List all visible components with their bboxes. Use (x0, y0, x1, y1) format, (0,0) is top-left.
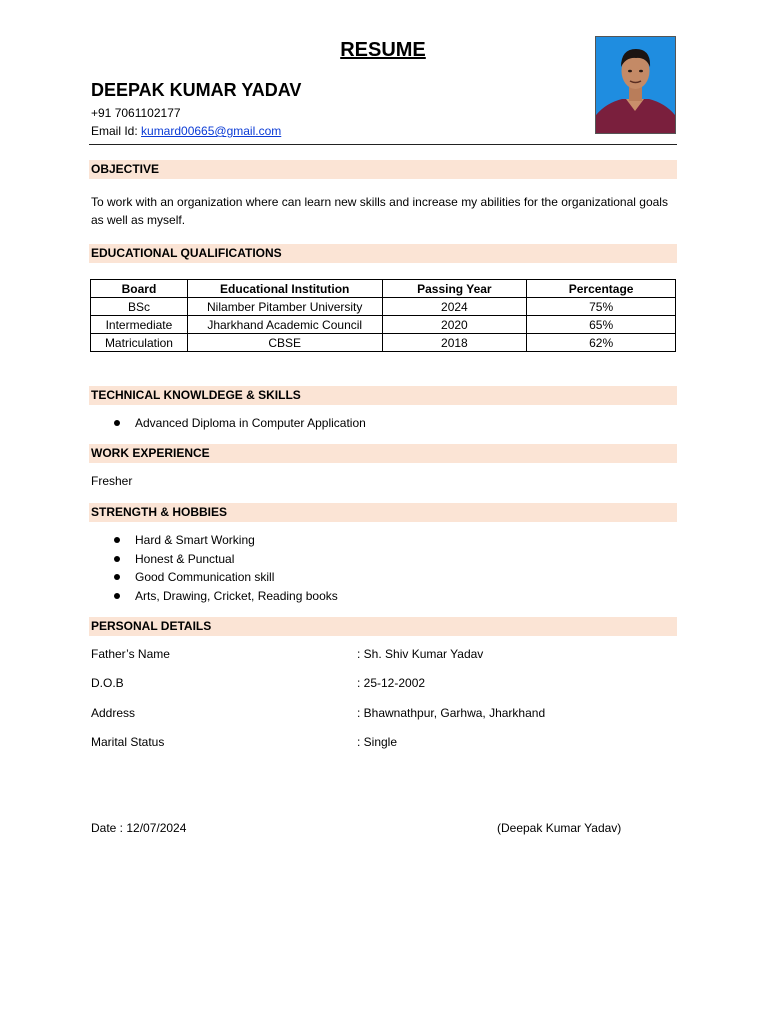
table-cell: Nilamber Pitamber University (187, 298, 382, 316)
resume-title: RESUME (340, 39, 426, 61)
table-row (91, 298, 676, 316)
section-heading-personal: PERSONAL DETAILS (89, 617, 677, 636)
table-cell: Matriculation (91, 334, 188, 352)
list-item-text: Honest & Punctual (135, 551, 235, 566)
table-row (91, 334, 676, 352)
objective-text: To work with an organization where can learn new skills and increase my abilities for the organizational goals as well as myself. (91, 195, 668, 227)
column-header: Educational Institution (187, 280, 382, 298)
detail-label: D.O.B (91, 676, 124, 690)
bullet-icon (114, 537, 120, 543)
profile-photo (595, 36, 676, 134)
table-cell: 65% (527, 316, 676, 334)
list-item-text: Arts, Drawing, Cricket, Reading books (135, 589, 338, 604)
section-heading-technical: TECHNICAL KNOWLDEGE & SKILLS (89, 386, 677, 405)
section-heading-education: EDUCATIONAL QUALIFICATIONS (89, 244, 677, 263)
strengths-list (111, 531, 338, 606)
list-item (111, 587, 338, 606)
column-header: Percentage (527, 280, 676, 298)
candidate-name: DEEPAK KUMAR YADAV (91, 80, 302, 100)
section-heading-work: WORK EXPERIENCE (89, 444, 677, 463)
list-item-text: Hard & Smart Working (135, 533, 255, 547)
table-cell: Jharkhand Academic Council (187, 316, 382, 334)
detail-label: Marital Status (91, 735, 165, 749)
section-heading-objective: OBJECTIVE (89, 160, 677, 179)
email-line (91, 124, 281, 139)
signature-name: (Deepak Kumar Yadav) (497, 821, 622, 835)
detail-value: : 25-12-2002 (357, 676, 426, 690)
list-item-text: Advanced Diploma in Computer Application (135, 416, 366, 430)
detail-value: : Single (357, 735, 398, 749)
bullet-icon (114, 556, 120, 562)
technical-list (111, 414, 366, 433)
detail-value: : Bhawnathpur, Garhwa, Jharkhand (357, 706, 546, 720)
table-cell: Intermediate (91, 316, 188, 334)
table-cell: 2024 (382, 298, 527, 316)
list-item (111, 568, 338, 587)
list-item (111, 550, 338, 569)
email-link[interactable]: kumard00665@gmail.com (141, 124, 282, 138)
section-heading-strengths: STRENGTH & HOBBIES (89, 503, 677, 522)
header-divider (89, 144, 677, 145)
work-experience-text: Fresher (91, 474, 133, 488)
list-item (111, 531, 338, 550)
table-cell: 75% (527, 298, 676, 316)
person-photo-icon (596, 37, 675, 133)
bullet-icon (114, 593, 120, 599)
bullet-icon (114, 574, 120, 580)
bullet-icon (114, 420, 120, 426)
table-cell: 2020 (382, 316, 527, 334)
list-item-text: Good Communication skill (135, 570, 275, 585)
column-header: Passing Year (382, 280, 527, 298)
table-header-row (91, 280, 676, 298)
column-header: Board (91, 280, 188, 298)
detail-label: Address (91, 706, 136, 720)
detail-value: : Sh. Shiv Kumar Yadav (357, 647, 484, 661)
education-table (90, 279, 676, 352)
table-cell: 62% (527, 334, 676, 352)
list-item (111, 414, 366, 433)
table-cell: CBSE (187, 334, 382, 352)
email-label: Email Id: (91, 124, 142, 138)
phone-number: +91 7061102177 (91, 106, 181, 120)
table-cell: 2018 (382, 334, 527, 352)
detail-label: Father’s Name (91, 647, 170, 661)
table-row (91, 316, 676, 334)
date-line: Date : 12/07/2024 (91, 821, 187, 835)
table-cell: BSc (91, 298, 188, 316)
